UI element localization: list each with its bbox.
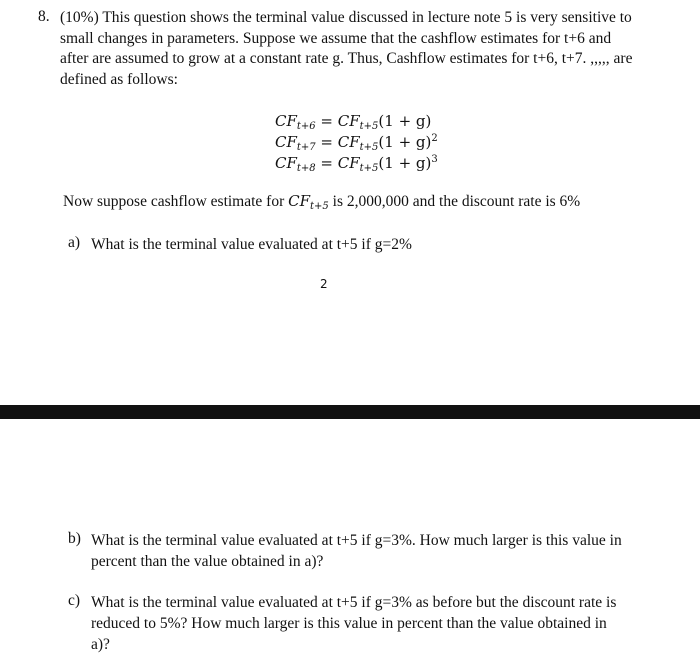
question-number: 8. <box>38 8 50 25</box>
equation-cf-t7: $CF_{t+7} = CF_{t+5}(1 + g)^2$ <box>275 133 438 153</box>
part-a-text: What is the terminal value evaluated at t+5 if g=2% <box>91 236 412 253</box>
part-a-label: a) <box>68 234 81 251</box>
equation-cf-t8: $CF_{t+8} = CF_{t+5}(1 + g)^3$ <box>275 154 438 174</box>
part-b-label: b) <box>68 530 81 547</box>
question-intro: (10%) This question shows the terminal value discussed in lecture note 5 is very sensitive to small changes in parameters. Suppose we assume that the cashflow estimates for t+6 and after are assumed to grow at a constant rate g. Thus, Cashflow estimates for t+6, t+7. ,,,,, are defined as follows: <box>60 9 633 88</box>
part-b-text: What is the terminal value evaluated at t+5 if g=3%. How much larger is this value in percent than the value obtained in a)? <box>91 532 622 570</box>
page-number: 2 <box>320 277 328 291</box>
part-c-label: c) <box>68 592 81 609</box>
equation-cf-t6: $CF_{t+6} = CF_{t+5}(1 + g)$ <box>275 112 432 132</box>
part-c-text: What is the terminal value evaluated at t+5 if g=3% as before but the discount rate is reduced to 5%? How much larger is this value in percent than the value obtained in a)? <box>91 594 617 653</box>
cashflow-statement: Now suppose cashflow estimate for $CF_{t+5}$ is 2,000,000 and the discount rate is 6% <box>63 192 581 212</box>
page-divider <box>0 405 700 419</box>
